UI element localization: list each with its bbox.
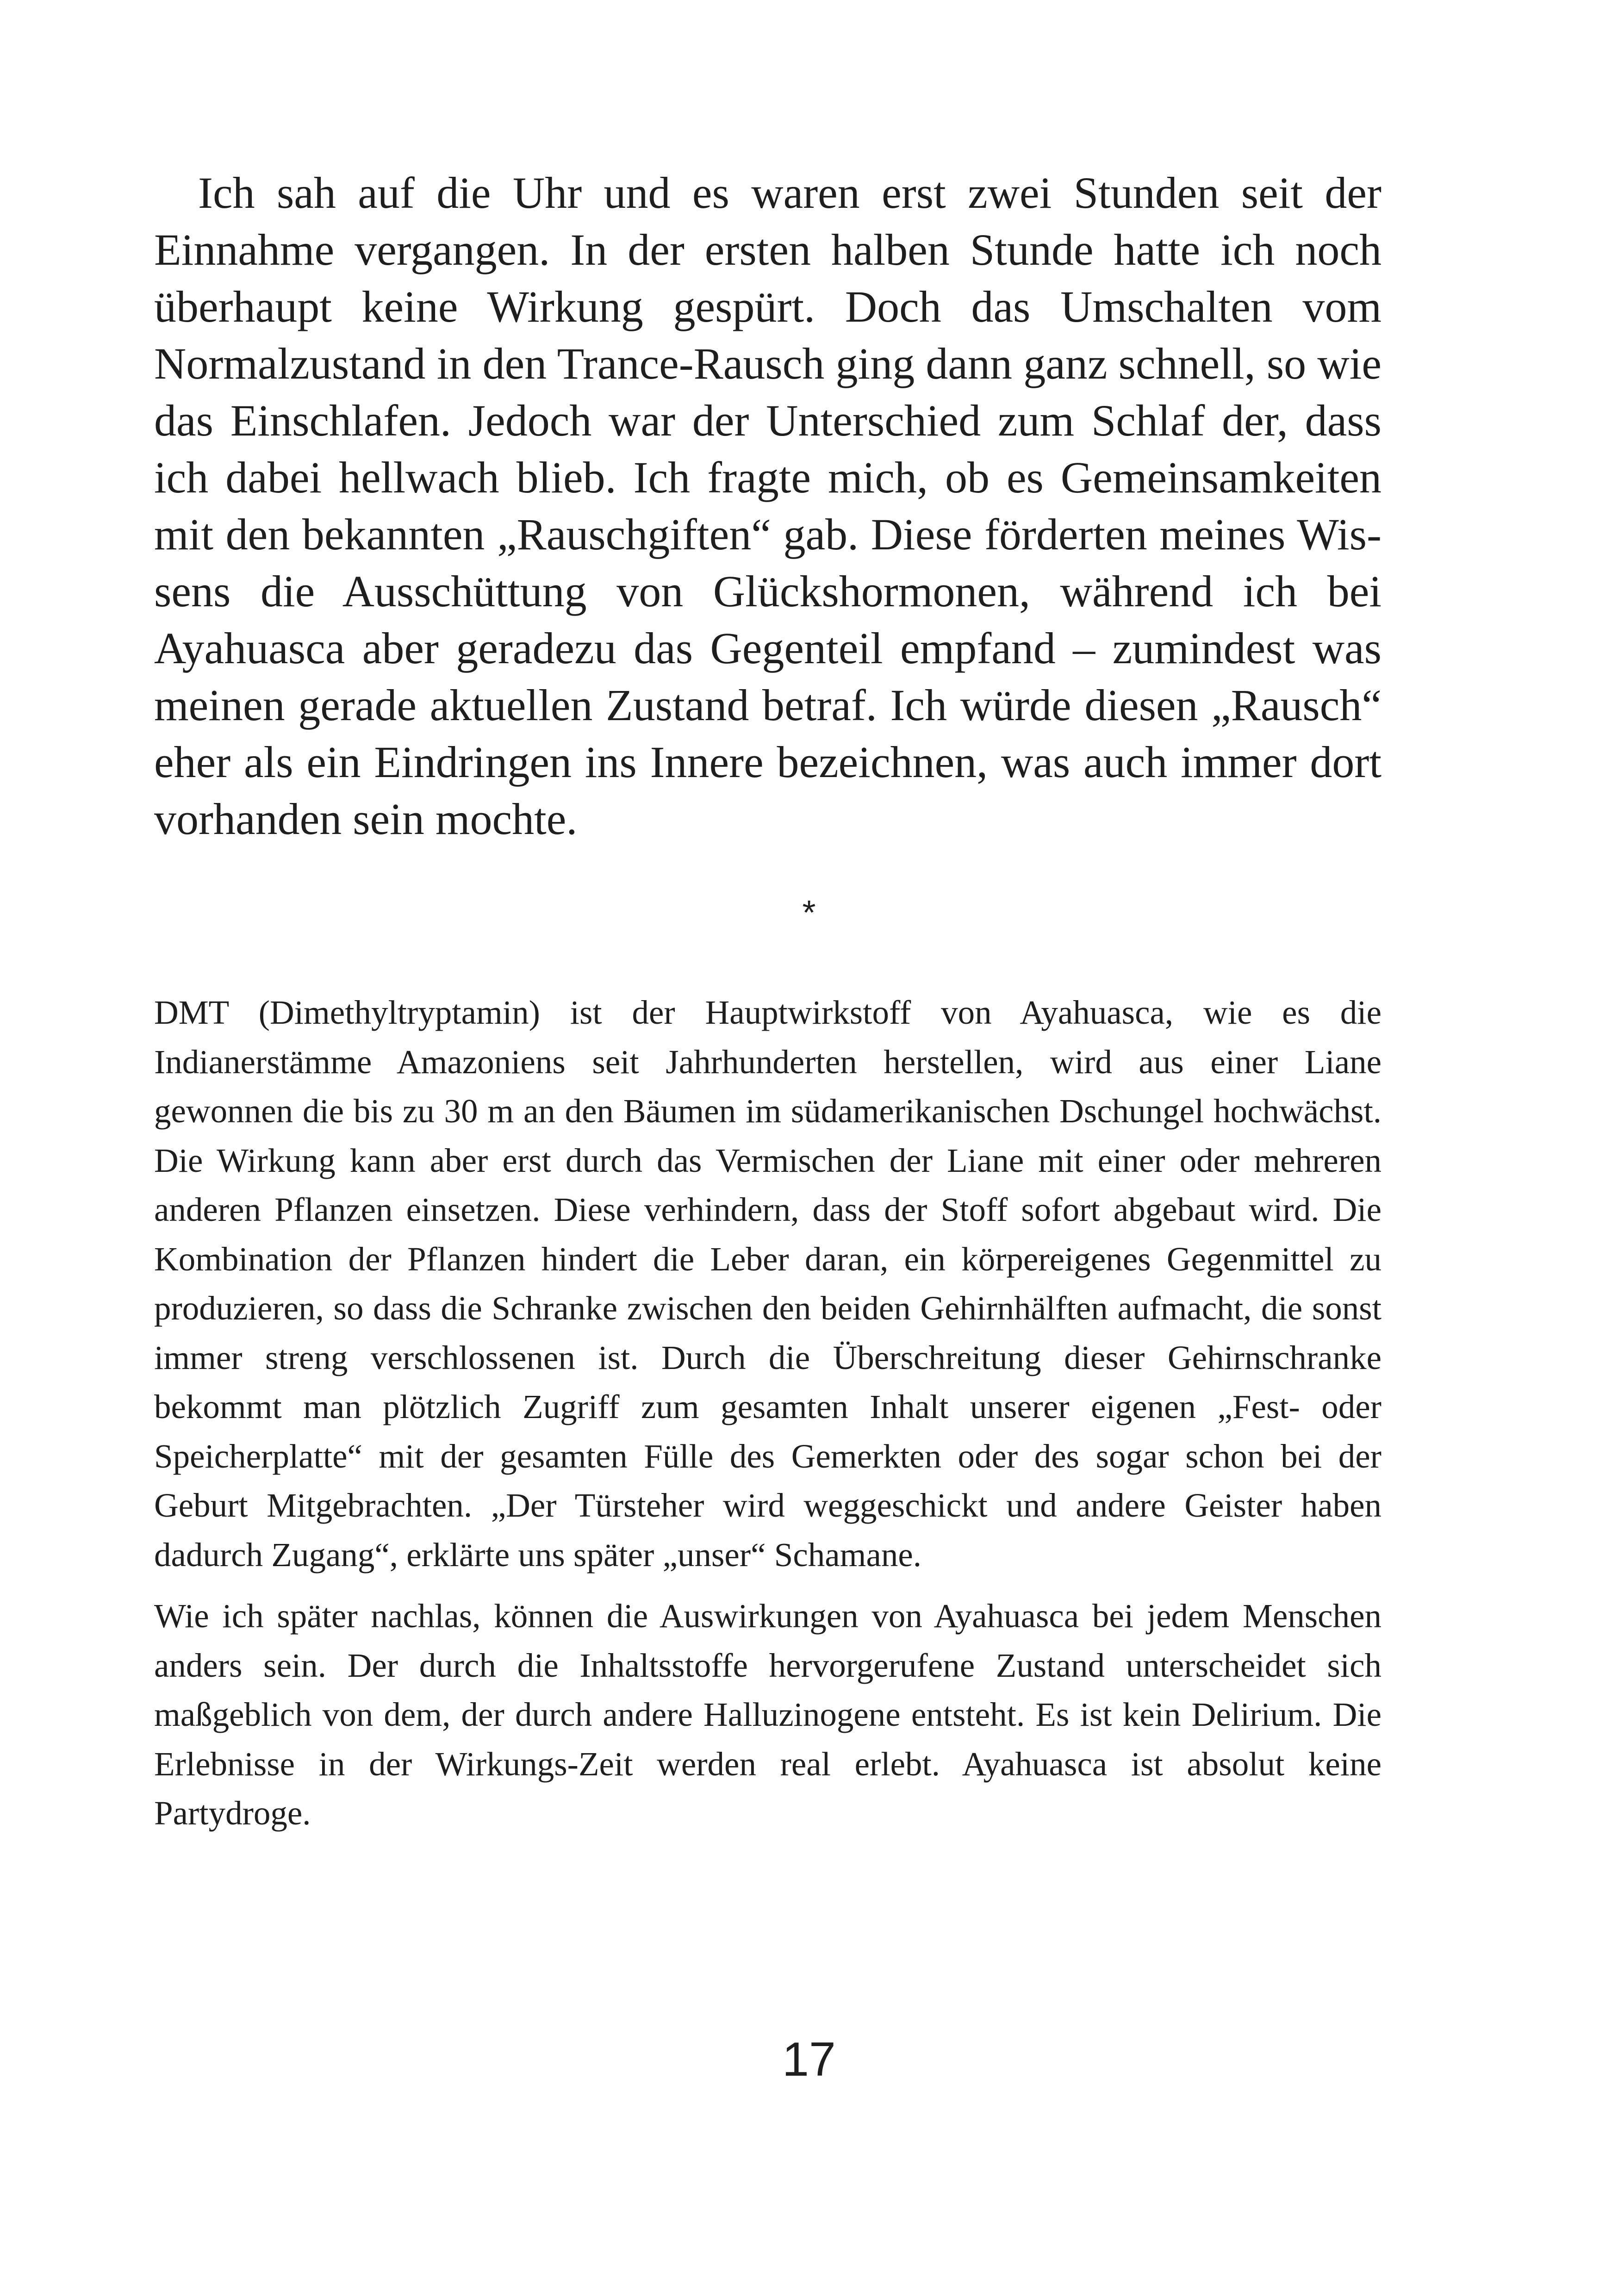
note-paragraph-dmt: DMT (Dimethyltryptamin) ist der Hauptwirkstoff von Ayahuasca, wie es die Indianerstämme Amazoniens seit Jahrhunderten herstellen, wird aus einer Liane gewonnen die bis zu 30 m an den Bäumen im südamerikanischen Dschungel hochwächst. Die Wirkung kann aber erst durch das Vermischen der Liane mit einer oder mehreren anderen Pflanzen einsetzen. Diese verhindern, dass der Stoff sofort abgebaut wird. Die Kombination der Pflanzen hindert die Leber daran, ein körpereigenes Gegenmittel zu produzieren, so dass die Schranke zwischen den beiden Gehirnhälften aufmacht, die sonst immer streng verschlossenen ist. Durch die Überschreitung dieser Gehirnschranke bekommt man plötzlich Zugriff zum gesamten Inhalt unserer eigenen „Fest- oder Speicherplatte“ mit der gesamten Fülle des Gemerkten oder des sogar schon bei der Geburt Mitgebrachten. „Der Türsteher wird weggeschickt und andere Geister haben dadurch Zugang“, erklärte uns später „unser“ Schamane. [154,994,1382,1574]
page-number: 17 [782,2033,836,2086]
main-paragraph [154,164,1382,847]
main-paragraph-text: Ich sah auf die Uhr und es waren erst zwei Stunden seit der Einnahme vergangen. In der ersten halben Stunde hatte ich noch überhaupt keine Wirkung gespürt. Doch das Umschalten vom Normalzustand in den Trance-Rausch ging dann ganz schnell, so wie das Einschlafen. Jedoch war der Unterschied zum Schlaf der, dass ich dabei hellwach blieb. Ich fragte mich, ob es Gemeinsamkeiten mit den bekannten „Rauschgiften“ gab. Diese förderten meines Wissens die Ausschüttung von Glückshormonen, während ich bei Ayahuasca aber geradezu das Gegenteil empfand – zumindest was meinen gerade aktuellen Zustand betraf. Ich würde diesen „Rausch“ eher als ein Eindringen ins Innere bezeichnen, was auch immer dort vorhanden sein mochte. [154,168,1382,844]
note-paragraph-effects: Wie ich später nachlas, können die Auswirkungen von Ayahuasca bei jedem Menschen anders sein. Der durch die Inhaltsstoffe hervorgerufene Zustand unterscheidet sich maßgeblich von dem, der durch andere Halluzinogene entsteht. Es ist kein Delirium. Die Erlebnisse in der Wirkungs-Zeit werden real erlebt. Ayahuasca ist absolut keine Partydroge. [154,1597,1382,1832]
background-note [154,988,1382,1838]
section-separator: * [802,893,816,932]
